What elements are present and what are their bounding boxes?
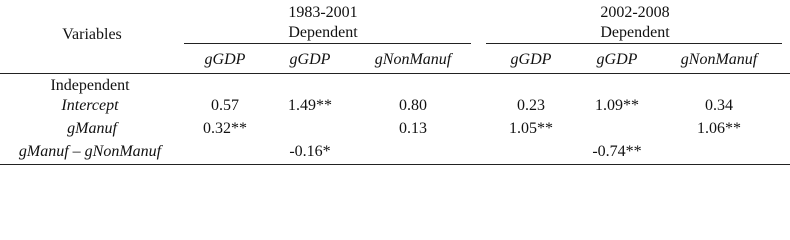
col-header-1: gGDP: [204, 51, 246, 68]
group-1-subtitle: Dependent: [288, 24, 358, 41]
cell: 0.80: [399, 97, 427, 114]
cell: 0.32**: [203, 120, 247, 137]
section-label: Independent: [50, 77, 130, 94]
cell: 1.49**: [288, 97, 332, 114]
col-header-2: gGDP: [289, 51, 331, 68]
cell: 0.23: [517, 97, 545, 114]
col-header-5: gGDP: [596, 51, 638, 68]
group-2-subtitle: Dependent: [600, 24, 670, 41]
cell: 0.34: [705, 97, 733, 114]
cell: -0.74**: [592, 143, 642, 160]
group-1-period: 1983-2001: [288, 4, 358, 21]
cell: 0.57: [211, 97, 239, 114]
cell: 0.13: [399, 120, 427, 137]
table-bottom-rule: [0, 164, 790, 165]
header-bottom-rule: [0, 73, 790, 74]
row-label-intercept: Intercept: [61, 97, 119, 114]
row-label-gmanuf-minus-gnonmanuf: gManuf – gNonManuf: [18, 143, 162, 160]
cell: 1.05**: [509, 120, 553, 137]
group-2-rule: [486, 43, 782, 44]
cell: 1.06**: [697, 120, 741, 137]
col-header-4: gGDP: [510, 51, 552, 68]
variables-header: Variables: [62, 26, 122, 43]
cell: -0.16*: [289, 143, 331, 160]
cell: 1.09**: [595, 97, 639, 114]
group-1-rule: [184, 43, 471, 44]
col-header-6: gNonManuf: [680, 51, 758, 68]
col-header-3: gNonManuf: [374, 51, 452, 68]
group-2-period: 2002-2008: [600, 4, 670, 21]
row-label-gmanuf: gManuf: [67, 120, 117, 137]
